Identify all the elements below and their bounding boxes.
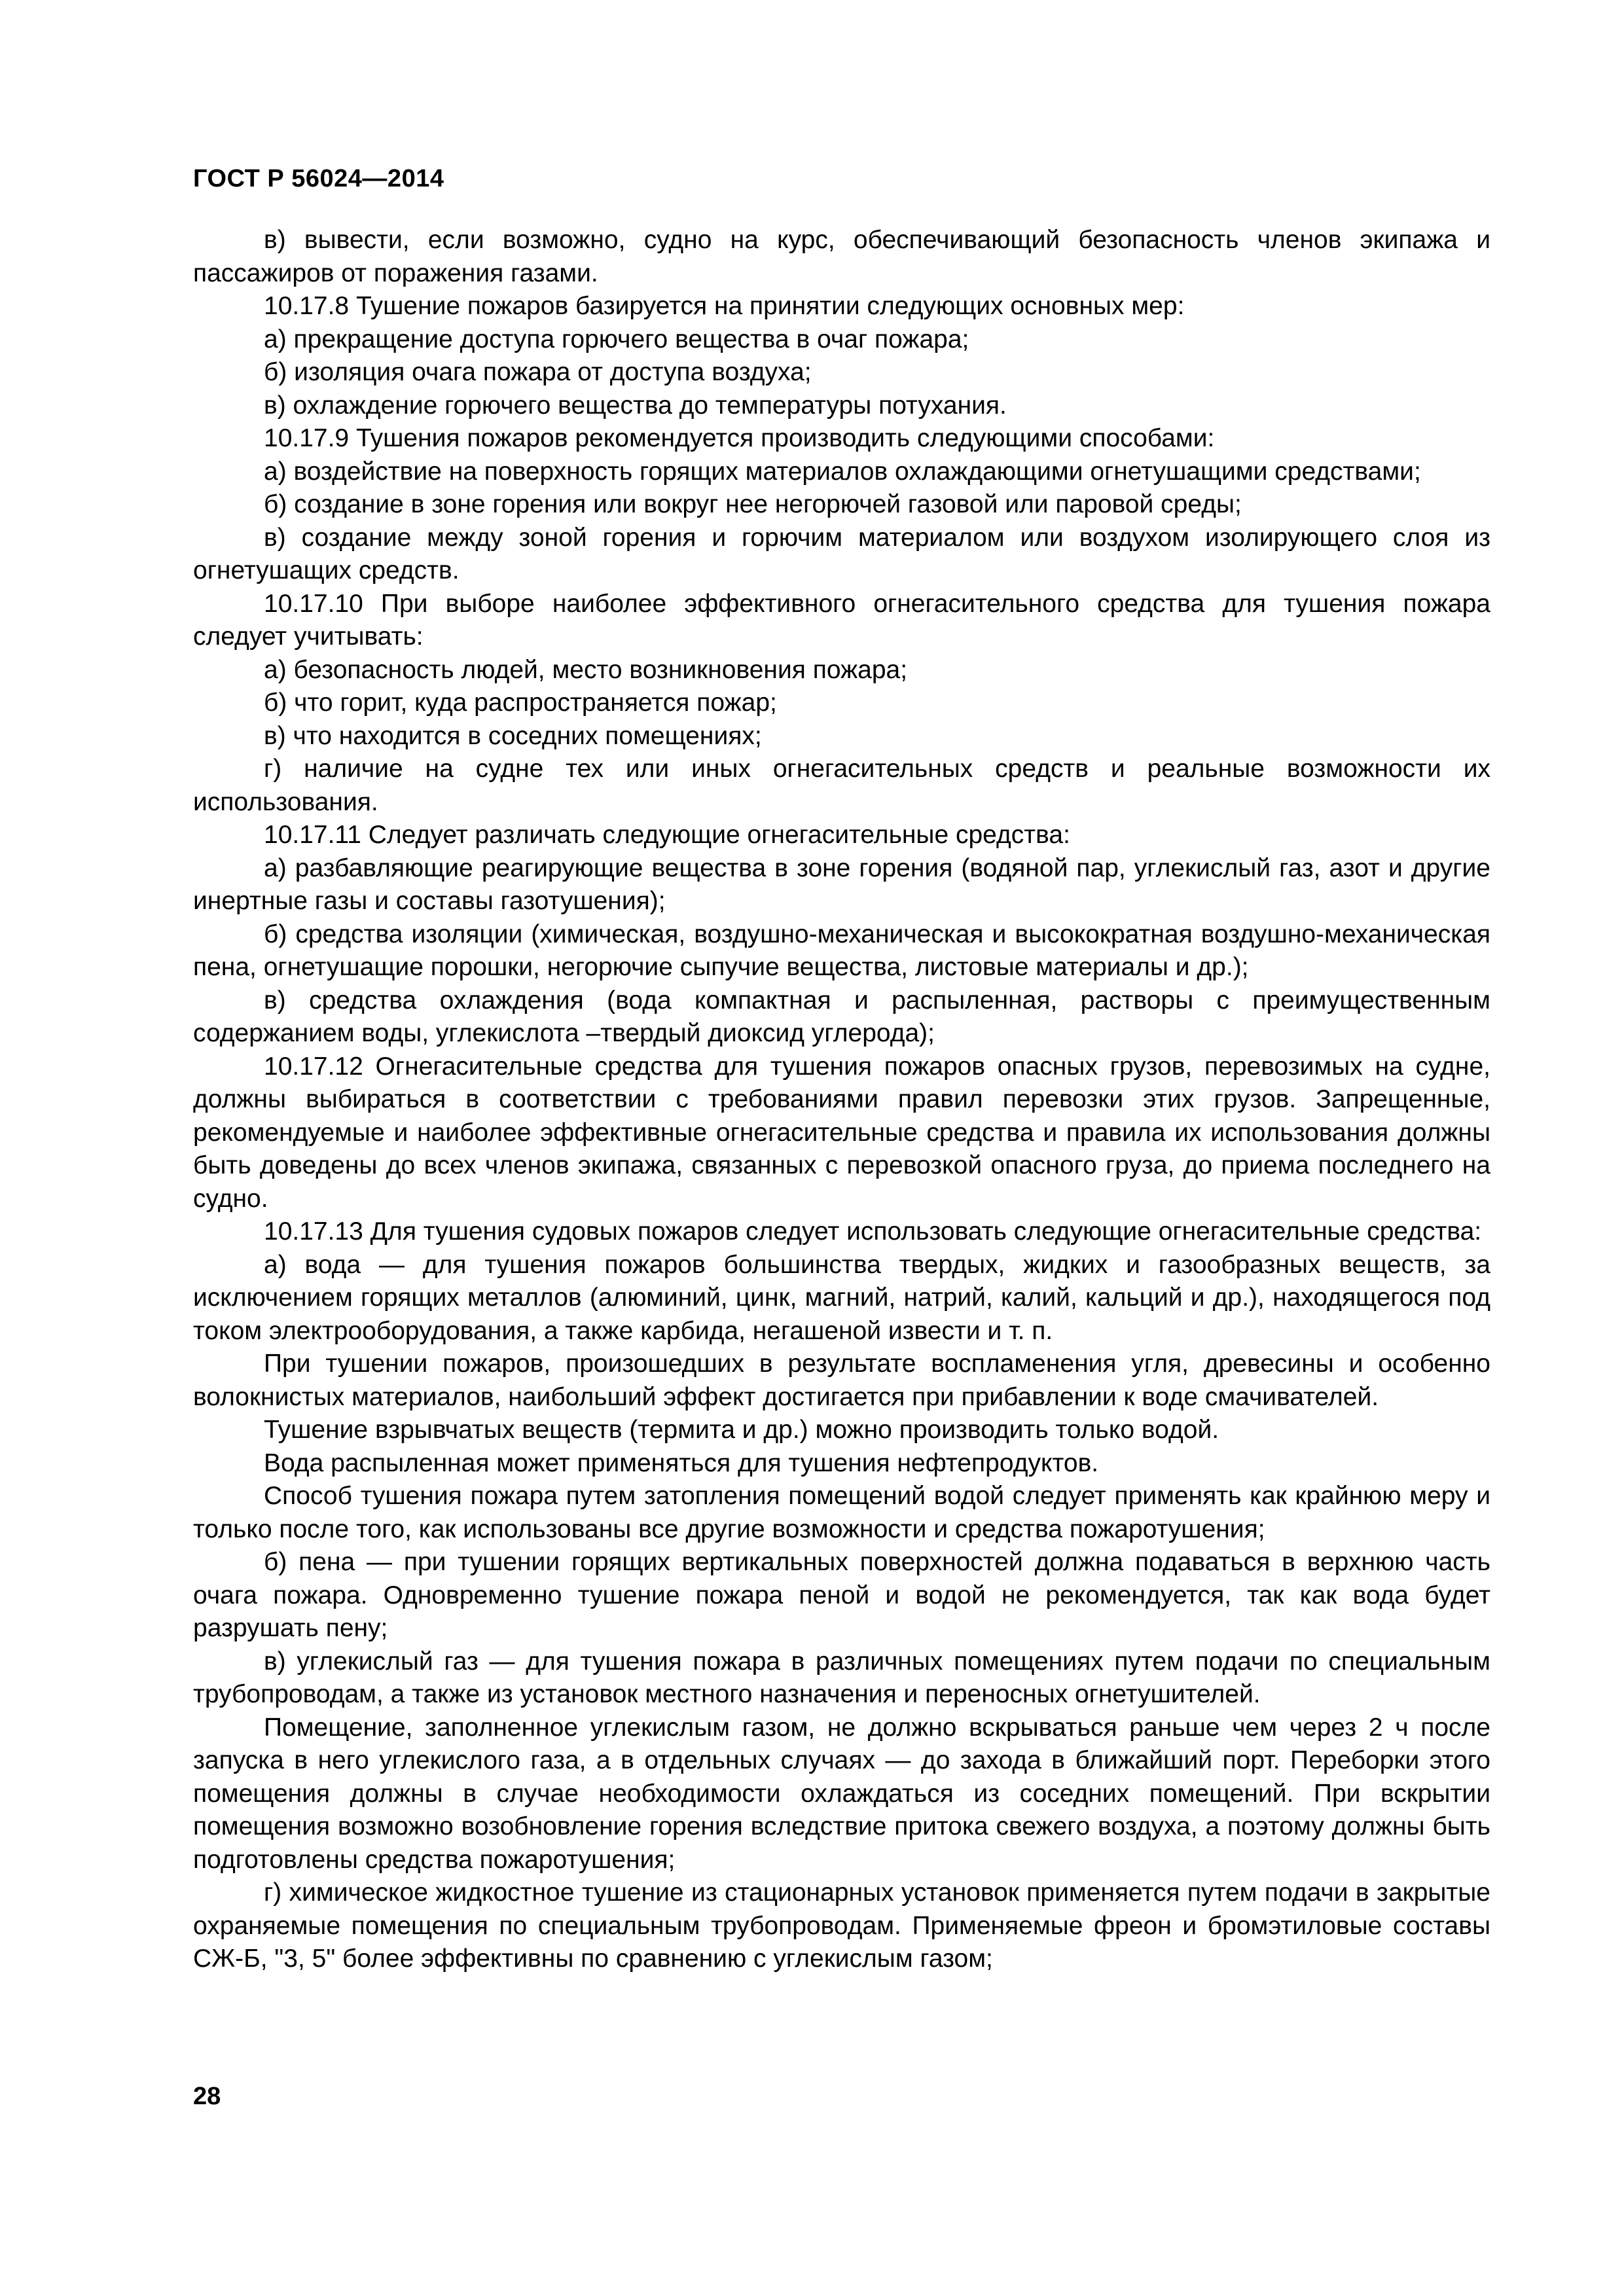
document-body [193, 224, 1490, 1976]
paragraph: 10.17.8 Тушение пожаров базируется на принятии следующих основных мер: [264, 292, 1185, 320]
paragraph: При тушении пожаров, произошедших в результате воспламенения угля, древесины и особенно волокнистых материалов, наибольший эффект достигается при прибавлении к воде смачивателей. [193, 1350, 1490, 1411]
paragraph: в) углекислый газ — для тушения пожара в различных помещениях путем подачи по специальным трубопроводам, а также из установок местного назначения и переносных огнетушителей. [193, 1647, 1490, 1708]
paragraph: в) охлаждение горючего вещества до температуры потухания. [264, 391, 1007, 420]
paragraph: а) вода — для тушения пожаров большинства твердых, жидких и газообразных веществ, за исключением горящих металлов (алюминий, цинк, магний, натрий, калий, кальций и др.), находящегося под током электрооборудования, а также карбида, негашеной извести и т. п. [193, 1250, 1490, 1345]
paragraph: г) химическое жидкостное тушение из стационарных установок применяется путем подачи в закрытые охраняемые помещения по специальным трубопроводам. Применяемые фреон и бромэтиловые составы СЖ-Б, "3, 5" более эффективны по сравнению с углекислым газом; [193, 1878, 1490, 1973]
paragraph: б) изоляция очага пожара от доступа воздуха; [264, 358, 812, 386]
document-code-header: ГОСТ Р 56024—2014 [193, 165, 444, 192]
paragraph: 10.17.9 Тушения пожаров рекомендуется производить следующими способами: [264, 424, 1215, 452]
paragraph: б) создание в зоне горения или вокруг нее негорючей газовой или паровой среды; [264, 490, 1242, 518]
paragraph: Способ тушения пожара путем затопления помещений водой следует применять как крайнюю меру и только после того, как использованы все другие возможности и средства пожаротушения; [193, 1482, 1490, 1543]
paragraph: г) наличие на судне тех или иных огнегасительных средств и реальные возможности их использования. [193, 755, 1490, 816]
paragraph: 10.17.10 При выборе наиболее эффективного огнегасительного средства для тушения пожара следует учитывать: [193, 589, 1490, 651]
paragraph: б) средства изоляции (химическая, воздушно-механическая и высокократная воздушно-механическая пена, огнетушащие порошки, негорючие сыпучие вещества, листовые материалы и др.); [193, 920, 1490, 981]
paragraph: а) разбавляющие реагирующие вещества в зоне горения (водяной пар, углекислый газ, азот и другие инертные газы и составы газотушения); [193, 853, 1490, 915]
paragraph: б) что горит, куда распространяется пожар; [264, 689, 777, 717]
paragraph: б) пена — при тушении горящих вертикальных поверхностей должна подаваться в верхнюю часть очага пожара. Одновременно тушение пожара пеной и водой не рекомендуется, так как вода будет разрушать пену; [193, 1548, 1490, 1642]
paragraph: 10.17.11 Следует различать следующие огнегасительные средства: [264, 821, 1070, 849]
page-number: 28 [193, 2083, 221, 2110]
paragraph: а) безопасность людей, место возникновения пожара; [264, 655, 908, 684]
paragraph: в) создание между зоной горения и горючим материалом или воздухом изолирующего слоя из огнетушащих средств. [193, 523, 1490, 584]
paragraph: Помещение, заполненное углекислым газом, не должно вскрываться раньше чем через 2 ч после запуска в него углекислого газа, а в отдельных случаях — до захода в ближайший порт. Переборки этого помещения должны в случае необходимости охлаждаться из соседних помещений. При вскрытии помещения возможно возобновление горения вследствие притока свежего воздуха, а поэтому должны быть подготовлены средства пожаротушения; [193, 1713, 1490, 1874]
paragraph: 10.17.13 Для тушения судовых пожаров следует использовать следующие огнегасительные средства: [264, 1217, 1482, 1246]
paragraph: в) что находится в соседних помещениях; [264, 721, 762, 750]
paragraph: а) прекращение доступа горючего вещества в очаг пожара; [264, 325, 969, 353]
paragraph: в) вывести, если возможно, судно на курс, обеспечивающий безопасность членов экипажа и пассажиров от поражения газами. [193, 226, 1490, 287]
paragraph: Вода распыленная может применяться для тушения нефтепродуктов. [264, 1448, 1099, 1477]
paragraph: а) воздействие на поверхность горящих материалов охлаждающими огнетушащими средствами; [264, 457, 1421, 486]
paragraph: Тушение взрывчатых веществ (термита и др.) можно производить только водой. [264, 1416, 1219, 1444]
paragraph: в) средства охлаждения (вода компактная и распыленная, растворы с преимущественным содержанием воды, углекислота –твердый диоксид углерода); [193, 986, 1490, 1047]
paragraph: 10.17.12 Огнегасительные средства для тушения пожаров опасных грузов, перевозимых на судне, должны выбираться в соответствии с требованиями правил перевозки этих грузов. Запрещенные, рекомендуемые и наиболее эффективные огнегасительные средства и правила их использования должны быть доведены до всех членов экипажа, связанных с перевозкой опасного груза, до приема последнего на судно. [193, 1052, 1490, 1213]
